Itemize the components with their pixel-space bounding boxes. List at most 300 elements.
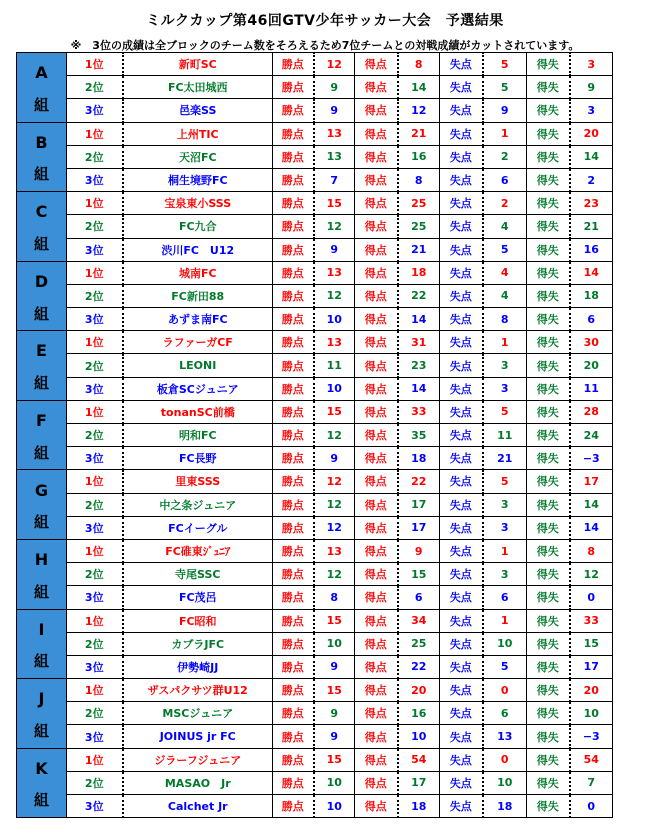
- goals-against-label: 失点: [440, 655, 483, 678]
- rank-cell: 1位: [67, 122, 123, 145]
- goal-diff-value: 17: [570, 470, 613, 493]
- rank-cell: 3位: [67, 308, 123, 331]
- group-kumi: 組: [33, 443, 49, 462]
- goals-against-label: 失点: [440, 377, 483, 400]
- goals-for-value: 17: [398, 493, 440, 516]
- goal-diff-value: 23: [570, 192, 613, 215]
- table-row: [17, 725, 613, 748]
- points-value: 12: [314, 424, 355, 447]
- goal-diff-value: 14: [570, 261, 613, 284]
- goals-for-label: 得点: [355, 702, 398, 725]
- table-row: [17, 632, 613, 655]
- goals-for-value: 35: [398, 424, 440, 447]
- goal-diff-label: 得失: [527, 470, 570, 493]
- points-label: 勝点: [273, 702, 314, 725]
- rank-cell: 2位: [67, 215, 123, 238]
- goal-diff-value: 10: [570, 702, 613, 725]
- goal-diff-value: −3: [570, 447, 613, 470]
- team-name: FC碓東ｼﾞｭﾆｱ: [123, 539, 273, 562]
- goals-against-value: 5: [483, 53, 527, 76]
- goal-diff-label: 得失: [527, 539, 570, 562]
- team-name: Calchet Jr: [123, 795, 273, 818]
- goals-against-value: 5: [483, 238, 527, 261]
- goal-diff-value: 14: [570, 493, 613, 516]
- goals-against-label: 失点: [440, 609, 483, 632]
- team-name: 天沼FC: [123, 145, 273, 168]
- points-value: 15: [314, 400, 355, 423]
- goals-against-label: 失点: [440, 539, 483, 562]
- points-label: 勝点: [273, 215, 314, 238]
- rank-cell: 3位: [67, 447, 123, 470]
- team-name: 邑楽SS: [123, 99, 273, 122]
- points-value: 12: [314, 284, 355, 307]
- points-value: 10: [314, 771, 355, 794]
- goals-against-label: 失点: [440, 632, 483, 655]
- goals-against-value: 21: [483, 447, 527, 470]
- goal-diff-value: 28: [570, 400, 613, 423]
- goal-diff-label: 得失: [527, 354, 570, 377]
- goals-for-label: 得点: [355, 261, 398, 284]
- goals-against-label: 失点: [440, 679, 483, 702]
- goals-for-label: 得点: [355, 795, 398, 818]
- goals-for-value: 6: [398, 586, 440, 609]
- group-cell: [17, 679, 67, 749]
- goals-for-value: 18: [398, 447, 440, 470]
- goal-diff-label: 得失: [527, 679, 570, 702]
- goals-for-value: 25: [398, 215, 440, 238]
- rank-cell: 2位: [67, 76, 123, 99]
- goal-diff-value: 18: [570, 284, 613, 307]
- goals-for-label: 得点: [355, 539, 398, 562]
- points-label: 勝点: [273, 516, 314, 539]
- goal-diff-value: 54: [570, 748, 613, 771]
- team-name: ジラーフジュニア: [123, 748, 273, 771]
- goals-for-value: 12: [398, 99, 440, 122]
- goal-diff-label: 得失: [527, 168, 570, 191]
- points-label: 勝点: [273, 795, 314, 818]
- table-row: [17, 771, 613, 794]
- goals-for-label: 得点: [355, 331, 398, 354]
- points-label: 勝点: [273, 192, 314, 215]
- rank-cell: 2位: [67, 354, 123, 377]
- goals-for-value: 33: [398, 400, 440, 423]
- team-name: 桐生境野FC: [123, 168, 273, 191]
- goal-diff-value: 2: [570, 168, 613, 191]
- points-value: 10: [314, 632, 355, 655]
- goals-for-label: 得点: [355, 145, 398, 168]
- goal-diff-value: 12: [570, 563, 613, 586]
- goals-against-value: 10: [483, 771, 527, 794]
- goal-diff-value: −3: [570, 725, 613, 748]
- team-name: 宝泉東小SSS: [123, 192, 273, 215]
- points-label: 勝点: [273, 563, 314, 586]
- team-name: FCイーグル: [123, 516, 273, 539]
- goals-for-label: 得点: [355, 632, 398, 655]
- results-table: [16, 52, 613, 818]
- points-value: 9: [314, 655, 355, 678]
- goals-against-value: 0: [483, 748, 527, 771]
- group-letter: D: [34, 271, 49, 291]
- team-name: 板倉SCジュニア: [123, 377, 273, 400]
- goals-against-label: 失点: [440, 308, 483, 331]
- table-row: [17, 655, 613, 678]
- goals-for-label: 得点: [355, 563, 398, 586]
- points-label: 勝点: [273, 400, 314, 423]
- goal-diff-value: 17: [570, 655, 613, 678]
- goals-for-value: 18: [398, 261, 440, 284]
- table-row: [17, 679, 613, 702]
- page-title: ミルクカップ第46回GTV少年サッカー大会 予選結果: [146, 13, 504, 29]
- points-value: 12: [314, 516, 355, 539]
- rank-cell: 1位: [67, 400, 123, 423]
- goal-diff-value: 15: [570, 632, 613, 655]
- goals-for-label: 得点: [355, 771, 398, 794]
- points-label: 勝点: [273, 331, 314, 354]
- goals-against-value: 4: [483, 215, 527, 238]
- goals-for-value: 17: [398, 516, 440, 539]
- points-label: 勝点: [273, 725, 314, 748]
- team-name: FC茂呂: [123, 586, 273, 609]
- points-label: 勝点: [273, 771, 314, 794]
- team-name: tonanSC前橋: [123, 400, 273, 423]
- goal-diff-label: 得失: [527, 331, 570, 354]
- goal-diff-label: 得失: [527, 122, 570, 145]
- team-name: 上州TIC: [123, 122, 273, 145]
- goals-against-value: 18: [483, 795, 527, 818]
- table-row: [17, 586, 613, 609]
- group-letter: K: [35, 758, 48, 778]
- group-cell: [17, 400, 67, 470]
- goal-diff-value: 24: [570, 424, 613, 447]
- group-kumi: 組: [33, 304, 49, 323]
- points-label: 勝点: [273, 53, 314, 76]
- goals-for-value: 21: [398, 238, 440, 261]
- goal-diff-value: 20: [570, 122, 613, 145]
- team-name: 伊勢崎JJ: [123, 655, 273, 678]
- rank-cell: 3位: [67, 655, 123, 678]
- goals-for-label: 得点: [355, 400, 398, 423]
- goals-for-label: 得点: [355, 748, 398, 771]
- points-value: 10: [314, 308, 355, 331]
- goals-against-label: 失点: [440, 238, 483, 261]
- rank-cell: 2位: [67, 145, 123, 168]
- goals-for-value: 25: [398, 192, 440, 215]
- goals-against-label: 失点: [440, 354, 483, 377]
- goals-for-value: 8: [398, 168, 440, 191]
- goal-diff-label: 得失: [527, 400, 570, 423]
- rank-cell: 1位: [67, 609, 123, 632]
- goal-diff-label: 得失: [527, 76, 570, 99]
- goals-for-label: 得点: [355, 586, 398, 609]
- team-name: FC九合: [123, 215, 273, 238]
- points-label: 勝点: [273, 76, 314, 99]
- points-label: 勝点: [273, 122, 314, 145]
- group-cell: [17, 261, 67, 331]
- team-name: MASAO Jr: [123, 771, 273, 794]
- group-cell: [17, 192, 67, 262]
- group-kumi: 組: [33, 165, 49, 184]
- goals-against-value: 3: [483, 516, 527, 539]
- team-name: FC新田88: [123, 284, 273, 307]
- team-name: 新町SC: [123, 53, 273, 76]
- goal-diff-label: 得失: [527, 702, 570, 725]
- goals-against-value: 2: [483, 145, 527, 168]
- goal-diff-value: 16: [570, 238, 613, 261]
- team-name: ラファーガCF: [123, 331, 273, 354]
- goals-for-label: 得点: [355, 238, 398, 261]
- group-kumi: 組: [33, 791, 49, 810]
- team-name: FC長野: [123, 447, 273, 470]
- points-value: 10: [314, 795, 355, 818]
- rank-cell: 1位: [67, 748, 123, 771]
- rank-cell: 3位: [67, 586, 123, 609]
- goal-diff-label: 得失: [527, 771, 570, 794]
- goal-diff-value: 21: [570, 215, 613, 238]
- points-label: 勝点: [273, 470, 314, 493]
- table-row: [17, 145, 613, 168]
- goals-against-value: 3: [483, 563, 527, 586]
- team-name: LEONI: [123, 354, 273, 377]
- goals-against-label: 失点: [440, 725, 483, 748]
- goals-for-value: 34: [398, 609, 440, 632]
- group-cell: [17, 609, 67, 679]
- team-name: 里東SSS: [123, 470, 273, 493]
- team-name: FC昭和: [123, 609, 273, 632]
- goals-for-label: 得点: [355, 470, 398, 493]
- rank-cell: 1位: [67, 331, 123, 354]
- goals-against-label: 失点: [440, 563, 483, 586]
- goals-against-value: 0: [483, 679, 527, 702]
- points-value: 13: [314, 261, 355, 284]
- table-row: [17, 447, 613, 470]
- points-value: 15: [314, 192, 355, 215]
- goals-for-value: 14: [398, 377, 440, 400]
- goal-diff-label: 得失: [527, 145, 570, 168]
- goals-against-value: 1: [483, 609, 527, 632]
- goals-against-value: 6: [483, 168, 527, 191]
- rank-cell: 2位: [67, 563, 123, 586]
- goals-against-value: 5: [483, 655, 527, 678]
- group-cell: [17, 748, 67, 818]
- goals-for-value: 31: [398, 331, 440, 354]
- group-letter: H: [34, 550, 49, 570]
- goal-diff-label: 得失: [527, 447, 570, 470]
- goals-for-value: 21: [398, 122, 440, 145]
- group-cell: [17, 539, 67, 609]
- group-cell: [17, 470, 67, 540]
- table-row: [17, 702, 613, 725]
- goals-against-value: 10: [483, 632, 527, 655]
- rank-cell: 3位: [67, 725, 123, 748]
- points-value: 13: [314, 122, 355, 145]
- goals-against-value: 1: [483, 539, 527, 562]
- points-label: 勝点: [273, 99, 314, 122]
- note-text: ※ 3位の成績は全ブロックのチーム数をそろえるため7位チームとの対戦成績がカットされています。: [70, 39, 580, 52]
- group-letter: E: [36, 341, 47, 361]
- goal-diff-label: 得失: [527, 53, 570, 76]
- team-name: カブラJFC: [123, 632, 273, 655]
- goals-for-label: 得点: [355, 122, 398, 145]
- group-kumi: 組: [33, 234, 49, 253]
- points-value: 9: [314, 76, 355, 99]
- goals-for-value: 14: [398, 308, 440, 331]
- table-row: [17, 493, 613, 516]
- goals-for-value: 14: [398, 76, 440, 99]
- goals-against-label: 失点: [440, 447, 483, 470]
- rank-cell: 3位: [67, 516, 123, 539]
- goals-against-value: 1: [483, 331, 527, 354]
- table-row: [17, 748, 613, 771]
- table-row: [17, 516, 613, 539]
- team-name: 寺尾SSC: [123, 563, 273, 586]
- goal-diff-label: 得失: [527, 424, 570, 447]
- rank-cell: 2位: [67, 493, 123, 516]
- table-row: [17, 99, 613, 122]
- goal-diff-label: 得失: [527, 99, 570, 122]
- goals-against-label: 失点: [440, 53, 483, 76]
- rank-cell: 2位: [67, 424, 123, 447]
- goals-against-value: 5: [483, 400, 527, 423]
- table-row: [17, 795, 613, 818]
- points-label: 勝点: [273, 632, 314, 655]
- goals-for-value: 10: [398, 725, 440, 748]
- goal-diff-label: 得失: [527, 516, 570, 539]
- goal-diff-label: 得失: [527, 261, 570, 284]
- points-label: 勝点: [273, 609, 314, 632]
- points-label: 勝点: [273, 261, 314, 284]
- points-label: 勝点: [273, 145, 314, 168]
- points-label: 勝点: [273, 354, 314, 377]
- group-letter: C: [35, 202, 48, 222]
- goals-for-label: 得点: [355, 424, 398, 447]
- goals-against-value: 6: [483, 586, 527, 609]
- goal-diff-label: 得失: [527, 609, 570, 632]
- points-value: 9: [314, 238, 355, 261]
- goal-diff-value: 3: [570, 53, 613, 76]
- goals-for-label: 得点: [355, 655, 398, 678]
- goals-against-label: 失点: [440, 99, 483, 122]
- goals-for-label: 得点: [355, 609, 398, 632]
- goals-for-label: 得点: [355, 725, 398, 748]
- goal-diff-value: 9: [570, 76, 613, 99]
- points-value: 7: [314, 168, 355, 191]
- goals-against-label: 失点: [440, 331, 483, 354]
- group-letter: I: [38, 619, 45, 639]
- rank-cell: 2位: [67, 632, 123, 655]
- goals-against-value: 3: [483, 377, 527, 400]
- group-cell: [17, 53, 67, 123]
- rank-cell: 1位: [67, 539, 123, 562]
- goals-for-value: 22: [398, 470, 440, 493]
- team-name: FC太田城西: [123, 76, 273, 99]
- group-kumi: 組: [33, 582, 49, 601]
- goals-against-value: 1: [483, 122, 527, 145]
- goals-against-value: 5: [483, 76, 527, 99]
- goals-for-value: 22: [398, 284, 440, 307]
- points-value: 12: [314, 215, 355, 238]
- rank-cell: 3位: [67, 795, 123, 818]
- table-row: [17, 377, 613, 400]
- rank-cell: 3位: [67, 168, 123, 191]
- points-label: 勝点: [273, 679, 314, 702]
- group-kumi: 組: [33, 721, 49, 740]
- points-label: 勝点: [273, 493, 314, 516]
- goal-diff-label: 得失: [527, 632, 570, 655]
- goal-diff-label: 得失: [527, 377, 570, 400]
- table-row: [17, 53, 613, 76]
- table-row: [17, 539, 613, 562]
- table-row: [17, 609, 613, 632]
- goals-against-label: 失点: [440, 493, 483, 516]
- group-kumi: 組: [33, 652, 49, 671]
- points-value: 9: [314, 99, 355, 122]
- team-name: MSCジュニア: [123, 702, 273, 725]
- goal-diff-label: 得失: [527, 748, 570, 771]
- team-name: 渋川FC U12: [123, 238, 273, 261]
- goals-against-label: 失点: [440, 168, 483, 191]
- goals-for-label: 得点: [355, 284, 398, 307]
- rank-cell: 1位: [67, 53, 123, 76]
- rank-cell: 1位: [67, 470, 123, 493]
- goal-diff-label: 得失: [527, 586, 570, 609]
- points-value: 11: [314, 354, 355, 377]
- points-value: 9: [314, 702, 355, 725]
- goal-diff-label: 得失: [527, 725, 570, 748]
- points-label: 勝点: [273, 586, 314, 609]
- goal-diff-value: 11: [570, 377, 613, 400]
- rank-cell: 3位: [67, 99, 123, 122]
- group-letter: J: [38, 689, 45, 709]
- goals-against-label: 失点: [440, 795, 483, 818]
- goals-against-label: 失点: [440, 284, 483, 307]
- goals-for-value: 18: [398, 795, 440, 818]
- goals-for-value: 23: [398, 354, 440, 377]
- goals-against-value: 2: [483, 192, 527, 215]
- rank-cell: 2位: [67, 284, 123, 307]
- rank-cell: 3位: [67, 377, 123, 400]
- goals-against-value: 9: [483, 99, 527, 122]
- goals-for-value: 25: [398, 632, 440, 655]
- goals-against-value: 13: [483, 725, 527, 748]
- goals-against-label: 失点: [440, 261, 483, 284]
- goals-for-label: 得点: [355, 377, 398, 400]
- points-value: 10: [314, 377, 355, 400]
- group-kumi: 組: [33, 95, 49, 114]
- goals-for-value: 16: [398, 702, 440, 725]
- team-name: 中之条ジュニア: [123, 493, 273, 516]
- table-row: [17, 563, 613, 586]
- table-row: [17, 238, 613, 261]
- goal-diff-value: 14: [570, 145, 613, 168]
- goals-against-label: 失点: [440, 516, 483, 539]
- table-row: [17, 261, 613, 284]
- goals-for-value: 8: [398, 53, 440, 76]
- goal-diff-value: 20: [570, 679, 613, 702]
- table-row: [17, 308, 613, 331]
- goal-diff-label: 得失: [527, 655, 570, 678]
- goals-for-label: 得点: [355, 679, 398, 702]
- points-value: 8: [314, 586, 355, 609]
- goal-diff-value: 0: [570, 586, 613, 609]
- goals-for-value: 54: [398, 748, 440, 771]
- goals-against-label: 失点: [440, 470, 483, 493]
- goal-diff-label: 得失: [527, 192, 570, 215]
- rank-cell: 3位: [67, 238, 123, 261]
- team-name: あずま南FC: [123, 308, 273, 331]
- goals-for-value: 9: [398, 539, 440, 562]
- group-letter: A: [35, 63, 48, 83]
- goals-against-label: 失点: [440, 424, 483, 447]
